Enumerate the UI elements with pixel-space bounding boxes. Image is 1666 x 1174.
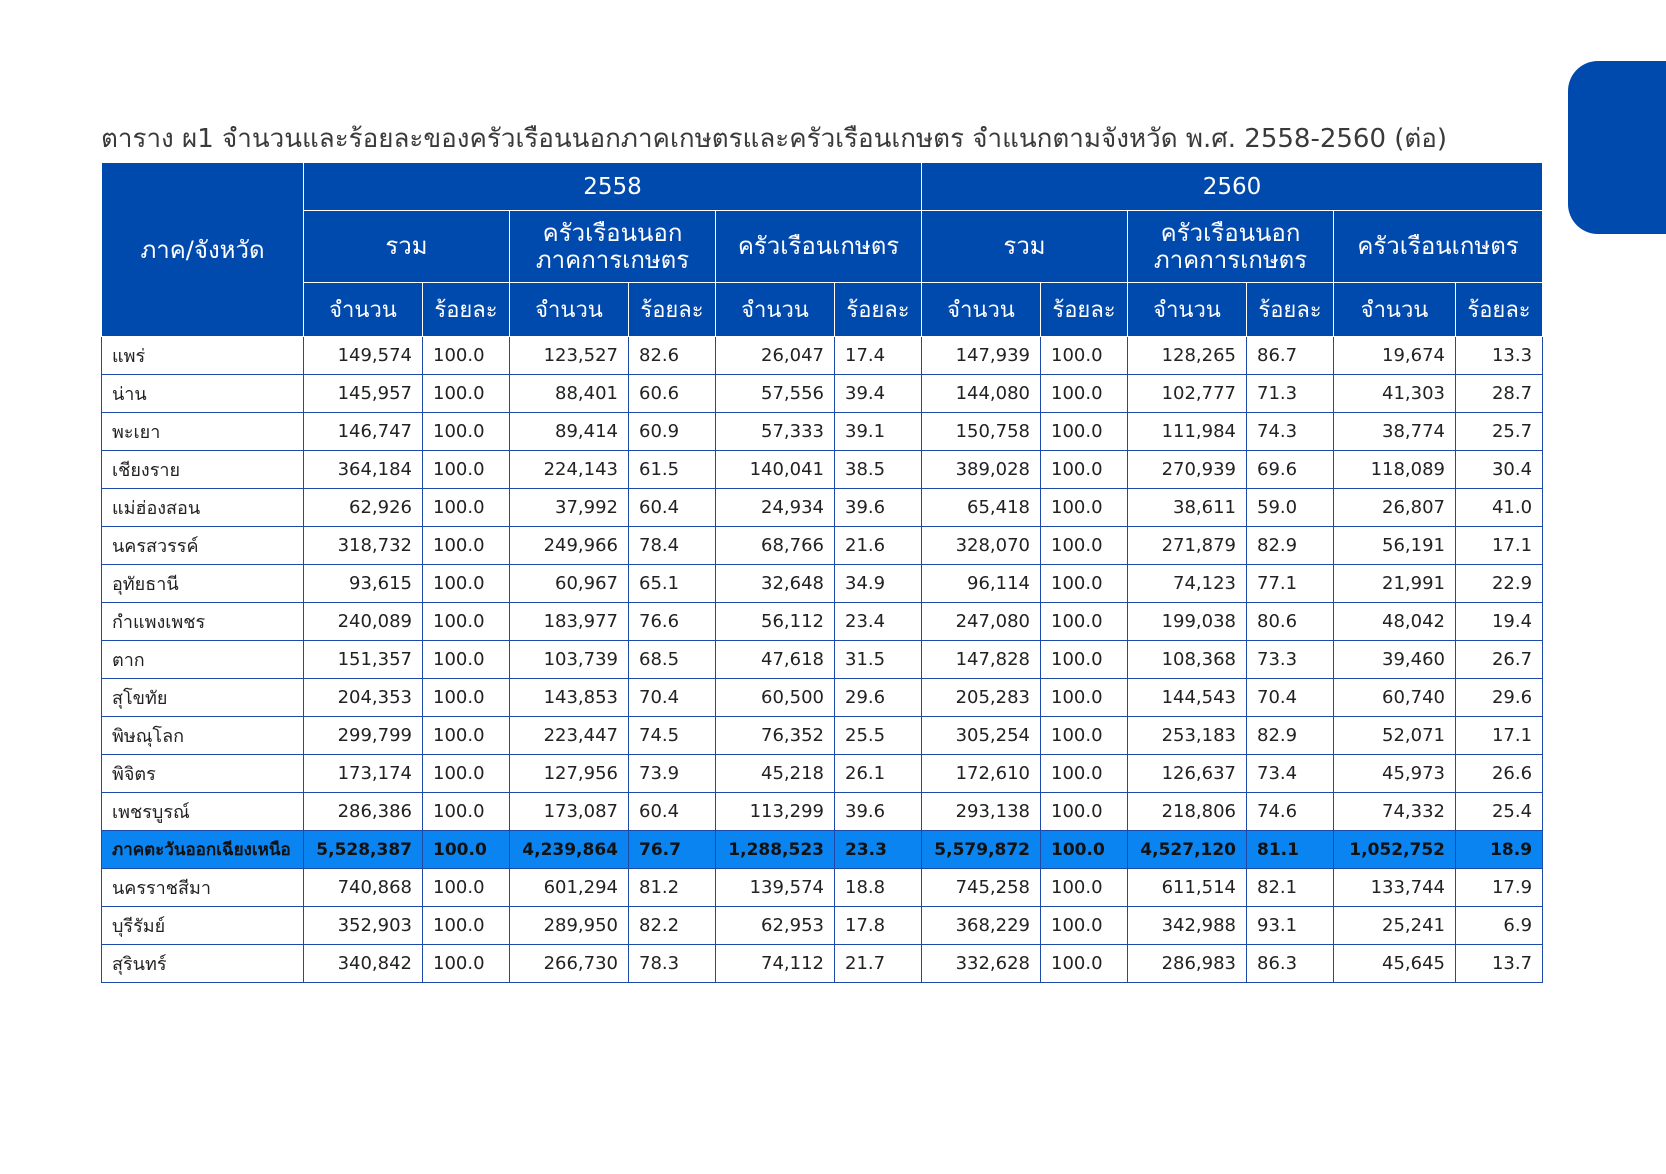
agri-count-2558: 139,574 (716, 869, 835, 907)
non-agri-percent-2558: 74.5 (629, 717, 716, 755)
non-agri-count-2560: 342,988 (1128, 907, 1247, 945)
total-percent-2558: 100.0 (423, 565, 510, 603)
sub-count-header: จำนวน (1128, 283, 1247, 337)
non-agri-count-2560: 102,777 (1128, 375, 1247, 413)
agri-count-2558: 60,500 (716, 679, 835, 717)
total-percent-2558: 100.0 (423, 907, 510, 945)
total-percent-2560: 100.0 (1041, 831, 1128, 869)
total-count-2560: 65,418 (922, 489, 1041, 527)
non-agri-percent-2560: 86.7 (1247, 337, 1334, 375)
total-count-2560: 305,254 (922, 717, 1041, 755)
total-count-2560: 144,080 (922, 375, 1041, 413)
table-row (102, 755, 1543, 793)
non-agri-percent-2558: 76.6 (629, 603, 716, 641)
total-percent-2560: 100.0 (1041, 907, 1128, 945)
total-count-2560: 96,114 (922, 565, 1041, 603)
group-agri-2560: ครัวเรือนเกษตร (1334, 211, 1543, 283)
non-agri-percent-2560: 86.3 (1247, 945, 1334, 983)
group-non-agri-line2: ภาคการเกษตร (535, 245, 690, 274)
total-percent-2558: 100.0 (423, 489, 510, 527)
total-count-2558: 62,926 (304, 489, 423, 527)
sub-count-header: จำนวน (716, 283, 835, 337)
non-agri-percent-2560: 70.4 (1247, 679, 1334, 717)
total-count-2560: 293,138 (922, 793, 1041, 831)
table-row (102, 451, 1543, 489)
agri-count-2558: 56,112 (716, 603, 835, 641)
agri-count-2560: 19,674 (1334, 337, 1456, 375)
region-summary-row (102, 831, 1543, 869)
total-count-2558: 151,357 (304, 641, 423, 679)
non-agri-count-2558: 37,992 (510, 489, 629, 527)
total-count-2560: 368,229 (922, 907, 1041, 945)
agri-count-2560: 38,774 (1334, 413, 1456, 451)
non-agri-count-2560: 270,939 (1128, 451, 1247, 489)
total-percent-2558: 100.0 (423, 793, 510, 831)
year-2558-header: 2558 (304, 163, 922, 211)
province-name: พิจิตร (102, 755, 304, 793)
table-row (102, 945, 1543, 983)
total-count-2558: 93,615 (304, 565, 423, 603)
province-name: นครสวรรค์ (102, 527, 304, 565)
total-count-2558: 740,868 (304, 869, 423, 907)
province-name: แพร่ (102, 337, 304, 375)
province-name: เพชรบูรณ์ (102, 793, 304, 831)
agri-percent-2558: 34.9 (835, 565, 922, 603)
agri-percent-2560: 25.7 (1456, 413, 1543, 451)
non-agri-count-2558: 249,966 (510, 527, 629, 565)
agri-count-2560: 21,991 (1334, 565, 1456, 603)
non-agri-percent-2558: 60.4 (629, 489, 716, 527)
non-agri-percent-2558: 70.4 (629, 679, 716, 717)
total-count-2560: 745,258 (922, 869, 1041, 907)
total-percent-2560: 100.0 (1041, 527, 1128, 565)
agri-percent-2558: 25.5 (835, 717, 922, 755)
non-agri-count-2560: 271,879 (1128, 527, 1247, 565)
table-row (102, 375, 1543, 413)
total-count-2560: 147,828 (922, 641, 1041, 679)
non-agri-percent-2560: 59.0 (1247, 489, 1334, 527)
non-agri-percent-2558: 82.2 (629, 907, 716, 945)
agri-percent-2560: 28.7 (1456, 375, 1543, 413)
agri-percent-2560: 25.4 (1456, 793, 1543, 831)
non-agri-count-2560: 611,514 (1128, 869, 1247, 907)
province-name: สุรินทร์ (102, 945, 304, 983)
non-agri-count-2558: 4,239,864 (510, 831, 629, 869)
non-agri-count-2558: 60,967 (510, 565, 629, 603)
agri-count-2558: 62,953 (716, 907, 835, 945)
non-agri-percent-2560: 80.6 (1247, 603, 1334, 641)
total-percent-2560: 100.0 (1041, 793, 1128, 831)
total-percent-2560: 100.0 (1041, 755, 1128, 793)
non-agri-percent-2558: 60.6 (629, 375, 716, 413)
non-agri-count-2560: 111,984 (1128, 413, 1247, 451)
agri-percent-2560: 22.9 (1456, 565, 1543, 603)
group-total-2558: รวม (304, 211, 510, 283)
group-non-agri-2560 (1128, 211, 1334, 283)
total-count-2560: 332,628 (922, 945, 1041, 983)
total-count-2558: 204,353 (304, 679, 423, 717)
non-agri-count-2558: 601,294 (510, 869, 629, 907)
agri-percent-2558: 31.5 (835, 641, 922, 679)
non-agri-percent-2558: 68.5 (629, 641, 716, 679)
table-row (102, 413, 1543, 451)
group-non-agri-2558 (510, 211, 716, 283)
total-count-2558: 286,386 (304, 793, 423, 831)
table-row (102, 565, 1543, 603)
agri-count-2560: 48,042 (1334, 603, 1456, 641)
agri-count-2560: 39,460 (1334, 641, 1456, 679)
non-agri-percent-2560: 71.3 (1247, 375, 1334, 413)
agri-percent-2560: 26.6 (1456, 755, 1543, 793)
agri-percent-2560: 18.9 (1456, 831, 1543, 869)
total-count-2558: 5,528,387 (304, 831, 423, 869)
agri-percent-2558: 17.4 (835, 337, 922, 375)
agri-count-2558: 74,112 (716, 945, 835, 983)
province-name: น่าน (102, 375, 304, 413)
non-agri-count-2558: 88,401 (510, 375, 629, 413)
agri-count-2558: 45,218 (716, 755, 835, 793)
agri-percent-2560: 30.4 (1456, 451, 1543, 489)
agri-count-2560: 45,645 (1334, 945, 1456, 983)
agri-count-2558: 1,288,523 (716, 831, 835, 869)
sub-percent-header: ร้อยละ (629, 283, 716, 337)
total-percent-2558: 100.0 (423, 869, 510, 907)
side-tab-marker (1568, 61, 1666, 234)
non-agri-count-2560: 286,983 (1128, 945, 1247, 983)
total-percent-2558: 100.0 (423, 527, 510, 565)
province-name: พิษณุโลก (102, 717, 304, 755)
agri-percent-2558: 23.4 (835, 603, 922, 641)
non-agri-percent-2558: 60.9 (629, 413, 716, 451)
group-non-agri-line1: ครัวเรือนนอก (1160, 218, 1301, 247)
agri-percent-2560: 17.1 (1456, 527, 1543, 565)
non-agri-percent-2558: 73.9 (629, 755, 716, 793)
total-percent-2560: 100.0 (1041, 717, 1128, 755)
total-count-2560: 5,579,872 (922, 831, 1041, 869)
non-agri-count-2560: 128,265 (1128, 337, 1247, 375)
sub-count-header: จำนวน (304, 283, 423, 337)
total-percent-2558: 100.0 (423, 679, 510, 717)
agri-count-2558: 76,352 (716, 717, 835, 755)
agri-count-2558: 140,041 (716, 451, 835, 489)
total-count-2560: 247,080 (922, 603, 1041, 641)
non-agri-percent-2560: 82.9 (1247, 527, 1334, 565)
non-agri-count-2558: 224,143 (510, 451, 629, 489)
province-name: เชียงราย (102, 451, 304, 489)
total-count-2558: 145,957 (304, 375, 423, 413)
non-agri-count-2558: 223,447 (510, 717, 629, 755)
total-percent-2558: 100.0 (423, 451, 510, 489)
table-row (102, 869, 1543, 907)
agri-percent-2558: 39.6 (835, 793, 922, 831)
non-agri-count-2560: 108,368 (1128, 641, 1247, 679)
total-count-2560: 389,028 (922, 451, 1041, 489)
group-non-agri-line2: ภาคการเกษตร (1153, 245, 1308, 274)
sub-percent-header: ร้อยละ (1456, 283, 1543, 337)
page-title: ตาราง ผ1 จำนวนและร้อยละของครัวเรือนนอกภาคเกษตรและครัวเรือนเกษตร จำแนกตามจังหวัด พ.ศ. 2558-2560 (ต่อ) (101, 124, 1448, 154)
total-percent-2558: 100.0 (423, 831, 510, 869)
agri-count-2560: 52,071 (1334, 717, 1456, 755)
total-percent-2560: 100.0 (1041, 603, 1128, 641)
agri-count-2560: 26,807 (1334, 489, 1456, 527)
region-name: ภาคตะวันออกเฉียงเหนือ (102, 831, 304, 869)
total-count-2558: 149,574 (304, 337, 423, 375)
non-agri-percent-2558: 65.1 (629, 565, 716, 603)
province-name: พะเยา (102, 413, 304, 451)
data-table (101, 162, 1543, 983)
sub-percent-header: ร้อยละ (1247, 283, 1334, 337)
non-agri-count-2558: 143,853 (510, 679, 629, 717)
non-agri-count-2558: 173,087 (510, 793, 629, 831)
agri-count-2558: 26,047 (716, 337, 835, 375)
total-percent-2558: 100.0 (423, 603, 510, 641)
table-row (102, 489, 1543, 527)
non-agri-count-2560: 218,806 (1128, 793, 1247, 831)
table-row (102, 603, 1543, 641)
agri-percent-2560: 17.9 (1456, 869, 1543, 907)
agri-percent-2560: 41.0 (1456, 489, 1543, 527)
total-count-2558: 364,184 (304, 451, 423, 489)
non-agri-percent-2560: 77.1 (1247, 565, 1334, 603)
total-count-2558: 240,089 (304, 603, 423, 641)
total-percent-2558: 100.0 (423, 337, 510, 375)
non-agri-percent-2560: 73.3 (1247, 641, 1334, 679)
agri-count-2560: 1,052,752 (1334, 831, 1456, 869)
agri-percent-2558: 39.6 (835, 489, 922, 527)
non-agri-percent-2558: 60.4 (629, 793, 716, 831)
agri-percent-2560: 13.7 (1456, 945, 1543, 983)
agri-count-2558: 47,618 (716, 641, 835, 679)
total-percent-2560: 100.0 (1041, 641, 1128, 679)
table-body (102, 337, 1543, 983)
non-agri-percent-2558: 82.6 (629, 337, 716, 375)
table-row (102, 337, 1543, 375)
non-agri-percent-2558: 61.5 (629, 451, 716, 489)
agri-count-2558: 57,556 (716, 375, 835, 413)
non-agri-count-2560: 253,183 (1128, 717, 1247, 755)
total-percent-2558: 100.0 (423, 755, 510, 793)
table-row (102, 793, 1543, 831)
agri-percent-2558: 18.8 (835, 869, 922, 907)
agri-percent-2558: 21.7 (835, 945, 922, 983)
non-agri-percent-2560: 74.6 (1247, 793, 1334, 831)
non-agri-count-2558: 89,414 (510, 413, 629, 451)
agri-count-2560: 133,744 (1334, 869, 1456, 907)
group-total-2560: รวม (922, 211, 1128, 283)
sub-count-header: จำนวน (922, 283, 1041, 337)
non-agri-percent-2560: 93.1 (1247, 907, 1334, 945)
agri-count-2560: 118,089 (1334, 451, 1456, 489)
province-name: สุโขทัย (102, 679, 304, 717)
total-count-2560: 147,939 (922, 337, 1041, 375)
non-agri-count-2560: 126,637 (1128, 755, 1247, 793)
agri-count-2560: 56,191 (1334, 527, 1456, 565)
non-agri-count-2558: 127,956 (510, 755, 629, 793)
province-name: ตาก (102, 641, 304, 679)
total-percent-2560: 100.0 (1041, 945, 1128, 983)
total-count-2560: 150,758 (922, 413, 1041, 451)
total-count-2560: 205,283 (922, 679, 1041, 717)
agri-count-2558: 68,766 (716, 527, 835, 565)
agri-count-2560: 41,303 (1334, 375, 1456, 413)
agri-percent-2560: 6.9 (1456, 907, 1543, 945)
agri-percent-2560: 13.3 (1456, 337, 1543, 375)
table-row (102, 717, 1543, 755)
agri-percent-2560: 29.6 (1456, 679, 1543, 717)
non-agri-count-2560: 199,038 (1128, 603, 1247, 641)
sub-percent-header: ร้อยละ (1041, 283, 1128, 337)
total-count-2558: 318,732 (304, 527, 423, 565)
non-agri-count-2560: 74,123 (1128, 565, 1247, 603)
agri-count-2558: 57,333 (716, 413, 835, 451)
agri-percent-2558: 39.4 (835, 375, 922, 413)
non-agri-count-2560: 38,611 (1128, 489, 1247, 527)
agri-percent-2558: 29.6 (835, 679, 922, 717)
total-percent-2560: 100.0 (1041, 451, 1128, 489)
total-percent-2560: 100.0 (1041, 489, 1128, 527)
agri-percent-2560: 19.4 (1456, 603, 1543, 641)
agri-percent-2558: 26.1 (835, 755, 922, 793)
non-agri-count-2558: 103,739 (510, 641, 629, 679)
province-name: กำแพงเพชร (102, 603, 304, 641)
group-non-agri-line1: ครัวเรือนนอก (542, 218, 683, 247)
non-agri-percent-2560: 74.3 (1247, 413, 1334, 451)
non-agri-count-2558: 289,950 (510, 907, 629, 945)
agri-count-2560: 74,332 (1334, 793, 1456, 831)
total-count-2558: 146,747 (304, 413, 423, 451)
total-percent-2560: 100.0 (1041, 375, 1128, 413)
total-count-2558: 299,799 (304, 717, 423, 755)
province-name: บุรีรัมย์ (102, 907, 304, 945)
table-header (102, 163, 1543, 337)
table-row (102, 641, 1543, 679)
sub-count-header: จำนวน (1334, 283, 1456, 337)
total-percent-2560: 100.0 (1041, 869, 1128, 907)
sub-percent-header: ร้อยละ (835, 283, 922, 337)
total-percent-2560: 100.0 (1041, 679, 1128, 717)
agri-count-2558: 113,299 (716, 793, 835, 831)
total-count-2560: 172,610 (922, 755, 1041, 793)
agri-percent-2558: 39.1 (835, 413, 922, 451)
agri-count-2560: 60,740 (1334, 679, 1456, 717)
total-percent-2560: 100.0 (1041, 565, 1128, 603)
non-agri-percent-2558: 76.7 (629, 831, 716, 869)
non-agri-percent-2558: 78.4 (629, 527, 716, 565)
sub-percent-header: ร้อยละ (423, 283, 510, 337)
total-count-2560: 328,070 (922, 527, 1041, 565)
non-agri-count-2558: 123,527 (510, 337, 629, 375)
agri-count-2560: 45,973 (1334, 755, 1456, 793)
non-agri-count-2560: 144,543 (1128, 679, 1247, 717)
non-agri-count-2558: 183,977 (510, 603, 629, 641)
group-agri-2558: ครัวเรือนเกษตร (716, 211, 922, 283)
total-count-2558: 352,903 (304, 907, 423, 945)
total-percent-2558: 100.0 (423, 945, 510, 983)
non-agri-percent-2558: 78.3 (629, 945, 716, 983)
table-row (102, 907, 1543, 945)
agri-percent-2558: 17.8 (835, 907, 922, 945)
non-agri-percent-2560: 82.9 (1247, 717, 1334, 755)
agri-percent-2560: 26.7 (1456, 641, 1543, 679)
agri-percent-2558: 38.5 (835, 451, 922, 489)
non-agri-percent-2560: 81.1 (1247, 831, 1334, 869)
year-2560-header: 2560 (922, 163, 1543, 211)
sub-count-header: จำนวน (510, 283, 629, 337)
total-count-2558: 173,174 (304, 755, 423, 793)
province-name: นครราชสีมา (102, 869, 304, 907)
non-agri-percent-2560: 69.6 (1247, 451, 1334, 489)
non-agri-count-2558: 266,730 (510, 945, 629, 983)
agri-percent-2558: 21.6 (835, 527, 922, 565)
total-percent-2558: 100.0 (423, 717, 510, 755)
agri-count-2558: 32,648 (716, 565, 835, 603)
agri-percent-2558: 23.3 (835, 831, 922, 869)
province-name: แม่ฮ่องสอน (102, 489, 304, 527)
agri-percent-2560: 17.1 (1456, 717, 1543, 755)
total-count-2558: 340,842 (304, 945, 423, 983)
non-agri-percent-2558: 81.2 (629, 869, 716, 907)
non-agri-percent-2560: 73.4 (1247, 755, 1334, 793)
total-percent-2558: 100.0 (423, 641, 510, 679)
agri-count-2560: 25,241 (1334, 907, 1456, 945)
agri-count-2558: 24,934 (716, 489, 835, 527)
non-agri-percent-2560: 82.1 (1247, 869, 1334, 907)
table-row (102, 527, 1543, 565)
total-percent-2558: 100.0 (423, 413, 510, 451)
total-percent-2560: 100.0 (1041, 337, 1128, 375)
region-header: ภาค/จังหวัด (102, 163, 304, 337)
province-name: อุทัยธานี (102, 565, 304, 603)
non-agri-count-2560: 4,527,120 (1128, 831, 1247, 869)
table-row (102, 679, 1543, 717)
total-percent-2558: 100.0 (423, 375, 510, 413)
total-percent-2560: 100.0 (1041, 413, 1128, 451)
